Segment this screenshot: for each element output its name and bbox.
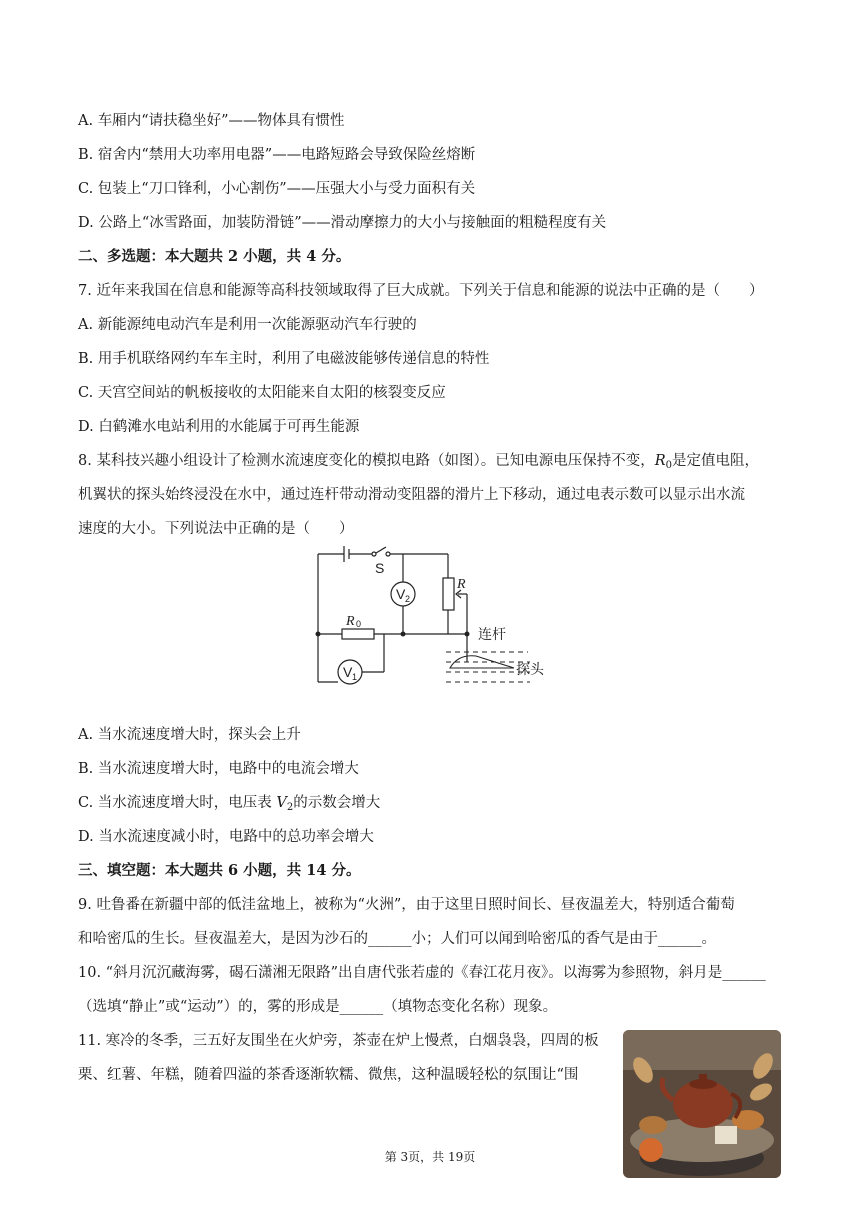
q8-stem-line1 xyxy=(78,451,759,476)
q7-option-d: D. 白鹤滩水电站利用的水能属于可再生能源 xyxy=(78,419,360,435)
q6-option-d: D. 公路上“冰雪路面，加装防滑链”——滑动摩擦力的大小与接触面的粗糙程度有关 xyxy=(78,215,607,231)
q8-stem-text-b: 是定值电阻， xyxy=(672,453,759,469)
q7-stem: 7. 近年来我国在信息和能源等高科技领域取得了巨大成就。下列关于信息和能源的说法中正确的是（ ） xyxy=(78,283,764,299)
section-2-header: 二、多选题：本大题共 2 小题，共 4 分。 xyxy=(78,248,351,265)
q8-option-c-text: C. 当水流速度增大时，电压表 xyxy=(78,795,277,811)
q8-stem-line2: 机翼状的探头始终浸没在水中，通过连杆带动滑动变阻器的滑片上下移动，通过电表示数可以显示出水流 xyxy=(78,487,745,503)
q8-stem-text-a: 8. 某科技兴趣小组设计了检测水流速度变化的模拟电路（如图）。已知电源电压保持不变， xyxy=(78,453,655,469)
q8-stem-r: R xyxy=(654,453,666,469)
voltmeter-2-label: V xyxy=(396,586,406,602)
q7-option-a: A. 新能源纯电动汽车是利用一次能源驱动汽车行驶的 xyxy=(78,317,417,333)
rheostat-label: R xyxy=(457,577,466,592)
voltmeter-2-sub: 2 xyxy=(405,594,411,604)
circuit-diagram xyxy=(300,542,560,702)
q11-line2: 栗、红薯、年糕，随着四溢的茶香逐渐软糯、微焦，这种温暖轻松的氛围让“围 xyxy=(78,1067,579,1083)
q9-line2: 和哈密瓜的生长。昼夜温差大，是因为沙石的______小；人们可以闻到哈密瓜的香气是由于______。 xyxy=(78,931,716,947)
q6-option-b: B. 宿舍内“禁用大功率用电器”——电路短路会导致保险丝熔断 xyxy=(78,147,476,163)
q8-option-d: D. 当水流速度减小时，电路中的总功率会增大 xyxy=(78,829,374,845)
q8-option-c xyxy=(78,793,380,818)
probe-label: 探头 xyxy=(516,661,544,677)
q11-line1: 11. 寒冷的冬季，三五好友围坐在火炉旁，茶壶在炉上慢煮，白烟袅袅，四周的板 xyxy=(78,1033,599,1049)
q10-line1: 10. “斜月沉沉藏海雾，碣石潇湘无限路”出自唐代张若虚的《春江花月夜》。以海雾为参照物，斜月是______ xyxy=(78,965,766,981)
q6-option-a: A. 车厢内“请扶稳坐好”——物体具有惯性 xyxy=(78,113,345,129)
page-footer: 第 3页，共 19页 xyxy=(384,1150,476,1164)
resistor-label: R xyxy=(346,614,355,629)
section-3-header: 三、填空题：本大题共 6 小题，共 14 分。 xyxy=(78,862,361,879)
q7-option-c: C. 天宫空间站的帆板接收的太阳能来自太阳的核裂变反应 xyxy=(78,385,446,401)
rod-label: 连杆 xyxy=(478,626,506,642)
q8-stem-r-sub: 0 xyxy=(665,460,672,471)
voltmeter-1-label: V xyxy=(343,664,353,680)
q7-option-b: B. 用手机联络网约车车主时，利用了电磁波能够传递信息的特性 xyxy=(78,351,490,367)
q8-option-c-sub: 2 xyxy=(286,802,294,813)
q8-option-a: A. 当水流速度增大时，探头会上升 xyxy=(78,727,301,743)
q8-option-b: B. 当水流速度增大时，电路中的电流会增大 xyxy=(78,761,359,777)
voltmeter-1-sub: 1 xyxy=(352,672,358,682)
q8-option-c-tail: 的示数会增大 xyxy=(293,795,381,811)
q6-option-c: C. 包装上“刀口锋利，小心割伤”——压强大小与受力面积有关 xyxy=(78,181,476,197)
q9-line1: 9. 吐鲁番在新疆中部的低洼盆地上，被称为“火洲”，由于这里日照时间长、昼夜温差大，特别适合葡萄 xyxy=(78,897,735,913)
resistor-sub: 0 xyxy=(356,619,362,629)
q10-line2: （选填“静止”或“运动”）的，雾的形成是______（填物态变化名称）现象。 xyxy=(78,999,558,1015)
switch-label: S xyxy=(375,560,385,576)
q8-option-c-v: V xyxy=(276,795,287,811)
q8-stem-line3: 速度的大小。下列说法中正确的是（ ） xyxy=(78,521,354,537)
